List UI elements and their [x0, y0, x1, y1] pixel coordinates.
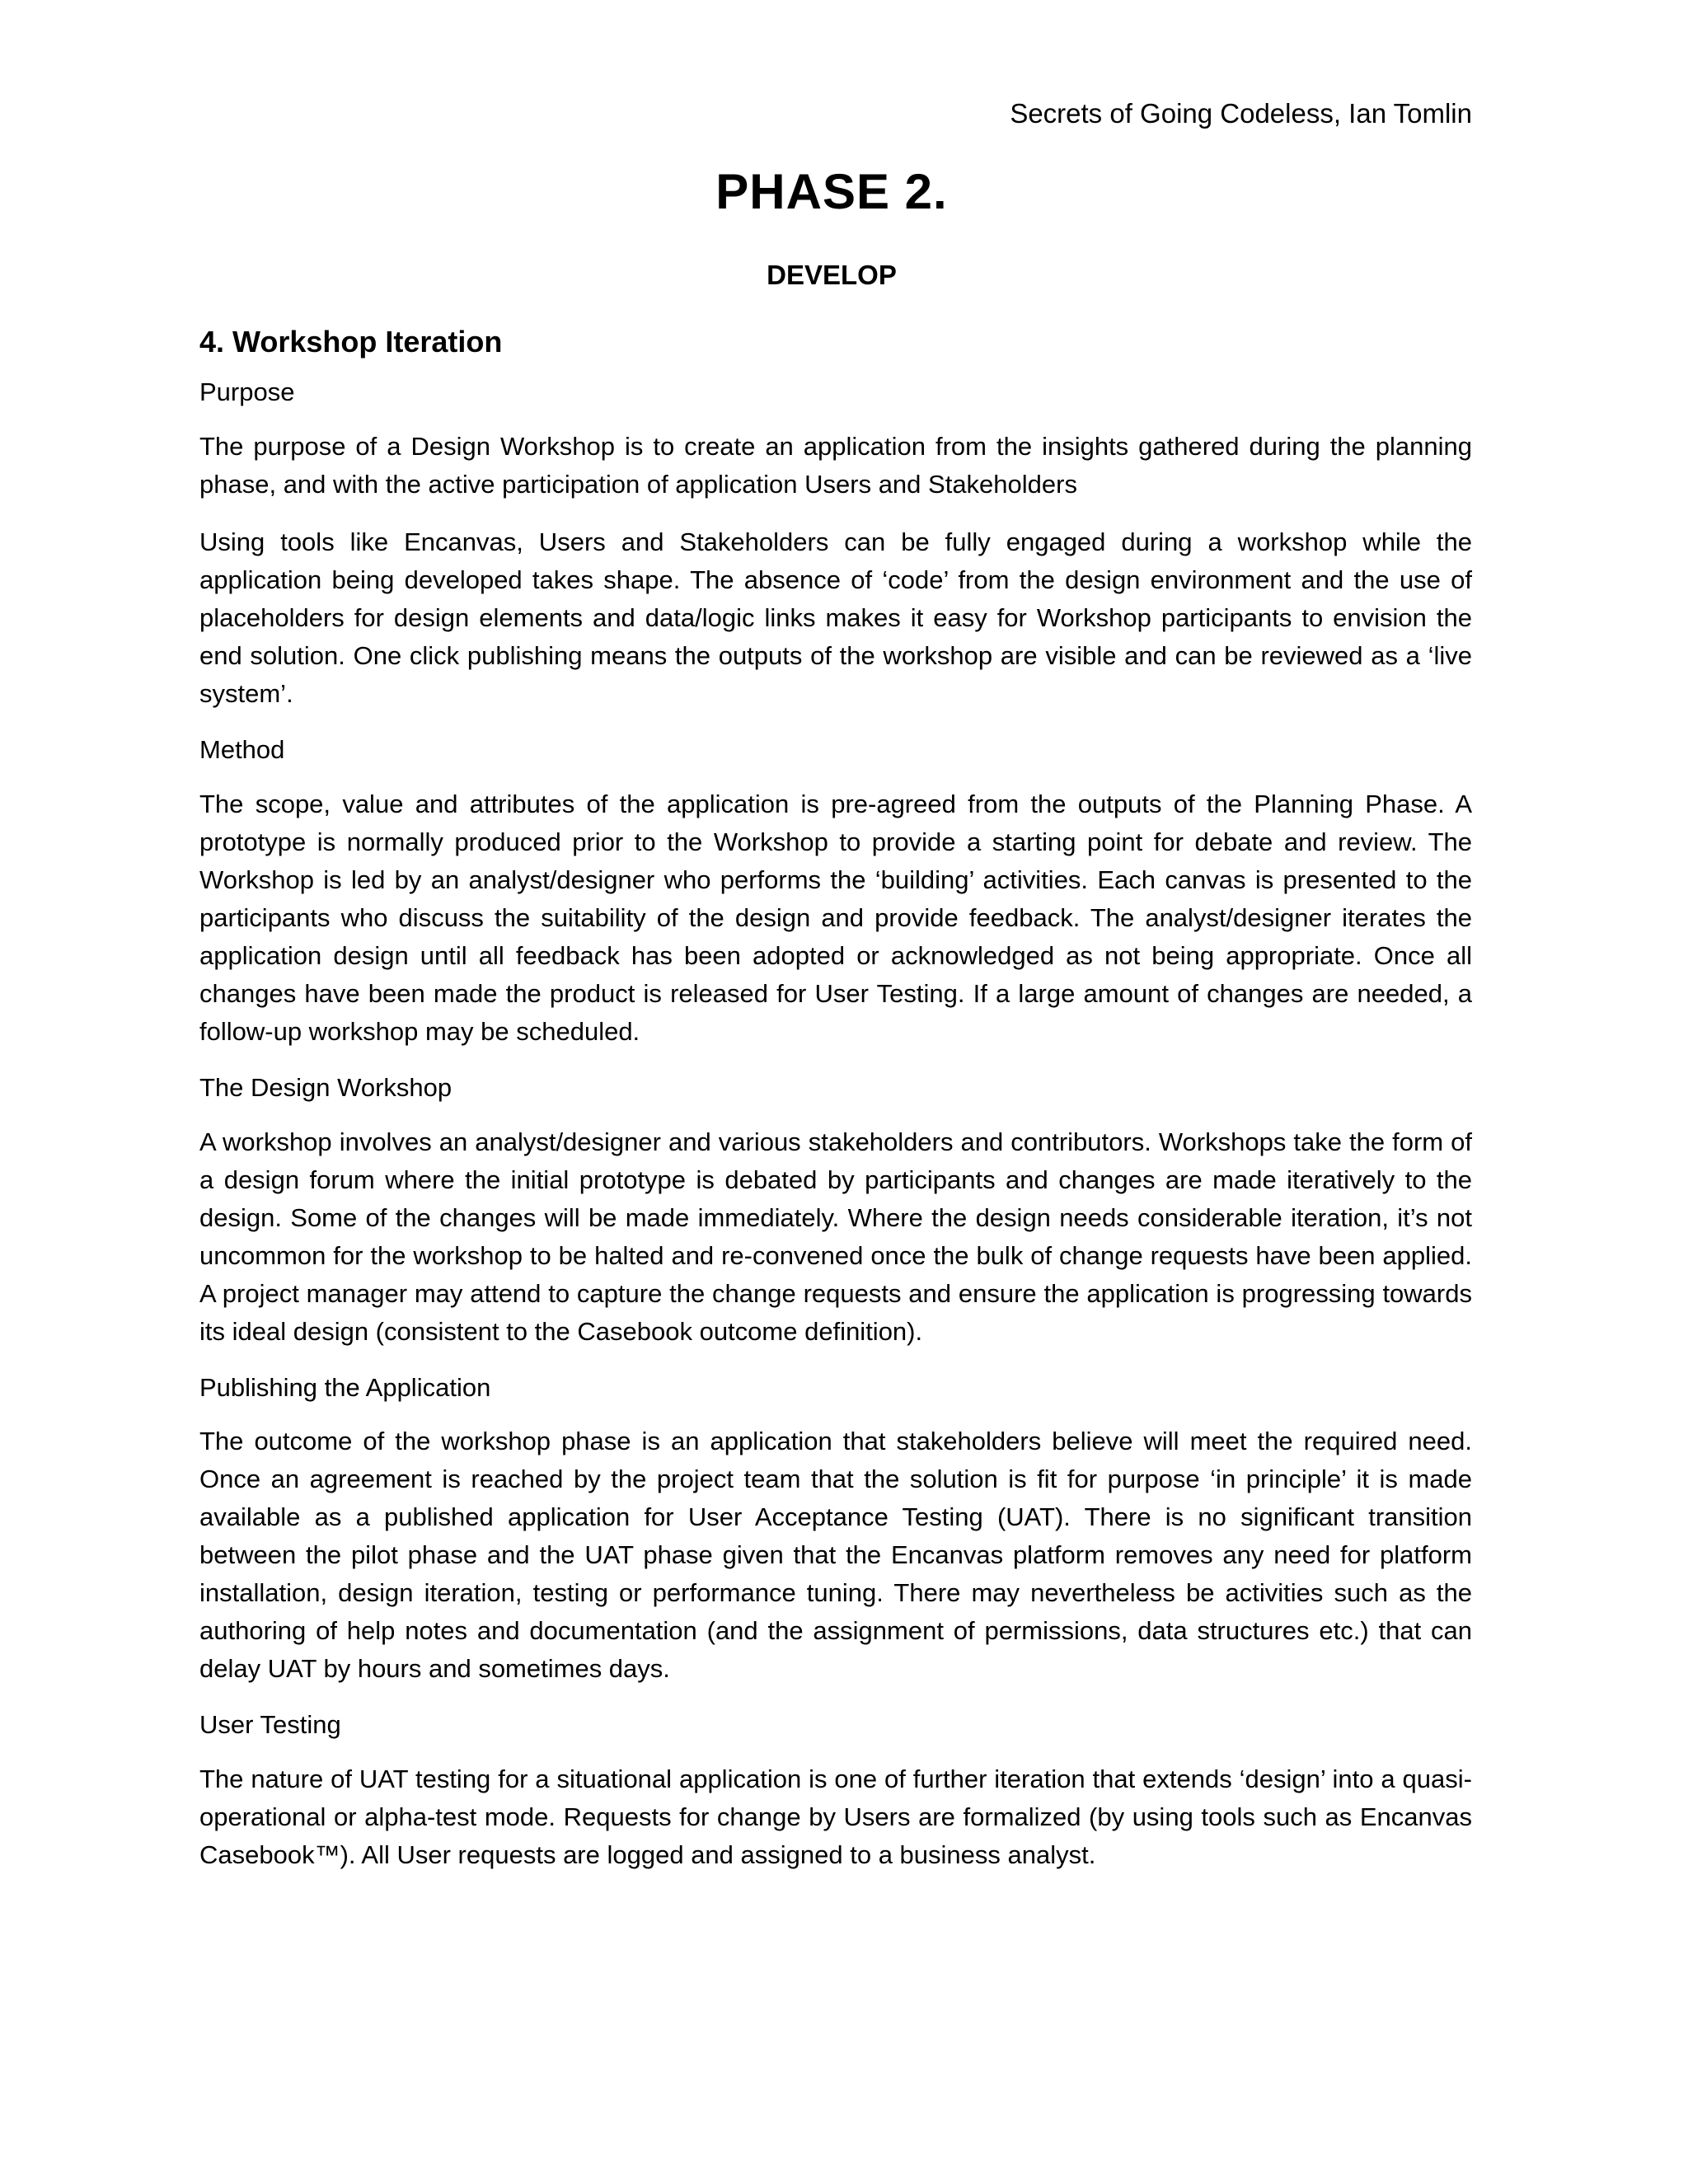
paragraph: The outcome of the workshop phase is an application that stakeholders believe will meet the required need. Once an agreement is reached by the project team that the solution is fit for purpose ‘in principle’ it is made available as a published application for User Acceptance Testing (UAT). There is no significant transition between the pilot phase and the UAT phase given that the Encanvas platform removes any need for platform installation, design iteration, testing or performance tuning. There may nevertheless be activities such as the authoring of help notes and documentation (and the assignment of permissions, data structures etc.) that can delay UAT by hours and sometimes days.: [199, 1427, 1472, 1684]
subheading-design-workshop: The Design Workshop: [199, 1072, 452, 1102]
phase-subtitle: DEVELOP: [767, 260, 897, 290]
subheading-method: Method: [199, 734, 285, 764]
subheading-purpose: Purpose: [199, 377, 295, 406]
paragraph: The purpose of a Design Workshop is to create an application from the insights gathered during the planning phase, and with the active participation of application Users and Stakeholders: [199, 431, 1472, 499]
subheading-publishing: Publishing the Application: [199, 1372, 491, 1402]
paragraph: Using tools like Encanvas, Users and Stakeholders can be fully engaged during a workshop while the application being developed takes shape. The absence of ‘code’ from the design environment and the use of placeholders for design elements and data/logic links makes it easy for Workshop participants to envision the end solution. One click publishing means the outputs of the workshop are visible and can be reviewed as a ‘live system’.: [199, 527, 1472, 708]
section-heading: 4. Workshop Iteration: [199, 325, 503, 359]
paragraph: The nature of UAT testing for a situational application is one of further iteration that extends ‘design’ into a quasi-operational or alpha-test mode. Requests for change by Users are formalized (by using tools such as Encanvas Casebook™). All User requests are logged and assigned to a business analyst.: [199, 1765, 1472, 1870]
phase-title: PHASE 2.: [715, 164, 948, 219]
paragraph: The scope, value and attributes of the application is pre-agreed from the outputs of the Planning Phase. A prototype is normally produced prior to the Workshop to provide a starting point for debate and review. The Workshop is led by an analyst/designer who performs the ‘building’ activities. Each canvas is presented to the participants who discuss the suitability of the design and provide feedback. The analyst/designer iterates the application design until all feedback has been adopted or acknowledged as not being appropriate. Once all changes have been made the product is released for User Testing. If a large amount of changes are needed, a follow-up workshop may be scheduled.: [199, 789, 1472, 1046]
document-body: [199, 323, 1472, 1894]
paragraph: A workshop involves an analyst/designer and various stakeholders and contributors. Workshops take the form of a design forum where the initial prototype is debated by participants and changes are made iteratively to the design. Some of the changes will be made immediately. Where the design needs considerable iteration, it’s not uncommon for the workshop to be halted and re-convened once the bulk of change requests have been applied. A project manager may attend to capture the change requests and ensure the application is progressing towards its ideal design (consistent to the Casebook outcome definition).: [199, 1127, 1472, 1346]
subheading-user-testing: User Testing: [199, 1710, 341, 1740]
running-header: Secrets of Going Codeless, Ian Tomlin: [1010, 98, 1472, 129]
